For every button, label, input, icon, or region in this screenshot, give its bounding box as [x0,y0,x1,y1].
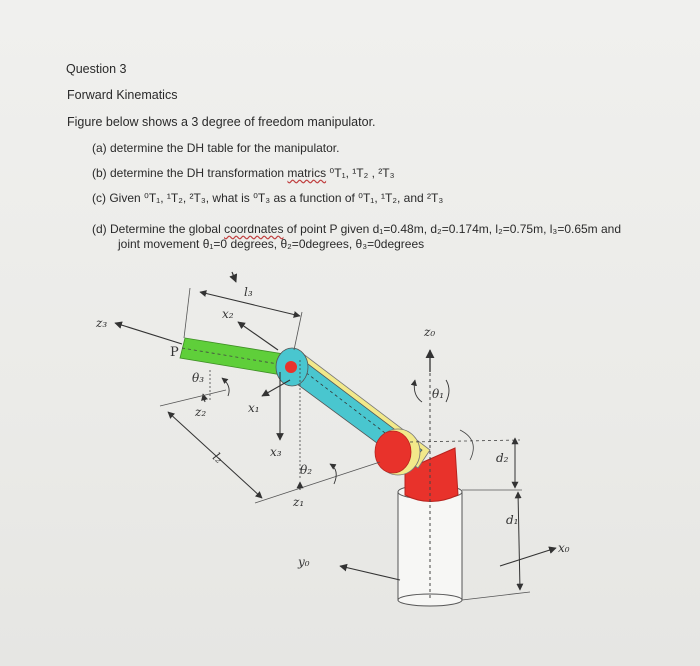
part-d-suffix: of point P given d₁=0.48m, d₂=0.174m, l₂=0.75m, l₃=0.65m and [283,222,622,236]
question-title: Question 3 [66,62,127,76]
base-cylinder [398,485,462,606]
label-l2: l₂ [209,449,226,467]
theta2-arc [330,464,336,484]
z3-arrow [115,323,182,344]
d1-dimension [518,492,520,590]
theta1-rotation-arc [414,380,422,402]
label-x3: x₃ [270,445,282,459]
part-d-text-line2: joint movement θ₁=0 degrees, θ₂=0degrees, θ₃=0degrees [118,237,425,251]
part-b-suffix: ⁰T₁, ¹T₂ , ²T₃ [326,166,395,180]
label-point-P: P [170,345,179,360]
question-subtitle: Forward Kinematics [67,88,178,102]
label-d1: d₁ [506,513,519,527]
label-x0: x₀ [558,541,570,555]
part-b-prefix: (b) determine the DH transformation [92,166,288,180]
question-intro: Figure below shows a 3 degree of freedom manipulator. [67,115,376,129]
label-x2: x₂ [222,307,234,321]
y0-arrow [340,566,400,580]
label-d2: d₂ [496,451,509,465]
part-d-prefix: (d) Determine the global [92,222,225,236]
label-theta2: θ₂ [300,463,313,477]
label-z0: z₀ [424,325,436,339]
label-theta3: θ₃ [192,371,205,385]
label-x1: x₁ [248,401,260,415]
pointer-mark [232,272,236,282]
label-y0: y₀ [298,555,310,569]
x1-arrow [262,380,290,396]
label-z1: z₁ [293,495,305,509]
part-d-text-line1 [92,222,621,236]
manipulator-diagram [0,250,700,660]
theta1-rotation-arc-right [446,380,449,402]
theta1-arc [460,430,473,460]
part-c-text: (c) Given ⁰T₁, ¹T₂, ²T₃, what is ⁰T₃ as a function of ⁰T₁, ¹T₂, and ²T₃ [92,191,444,205]
shoulder-horizontal-dash [410,440,520,442]
theta3-arc [222,378,229,396]
label-theta1: θ₁ [432,387,445,401]
x0-arrow [500,548,556,566]
part-b-misspelled-word: matrics [287,166,327,180]
x2-arrow [238,322,278,350]
label-l3: l₃ [244,285,253,299]
part-d-misspelled-word: coordnates [224,222,284,236]
part-a-text: (a) determine the DH table for the manipulator. [92,141,340,155]
shoulder-joint [375,431,411,473]
label-z3: z₃ [96,316,108,330]
elbow-joint-pin [285,361,297,373]
part-b-text [92,166,394,180]
label-z2: z₂ [195,405,207,419]
